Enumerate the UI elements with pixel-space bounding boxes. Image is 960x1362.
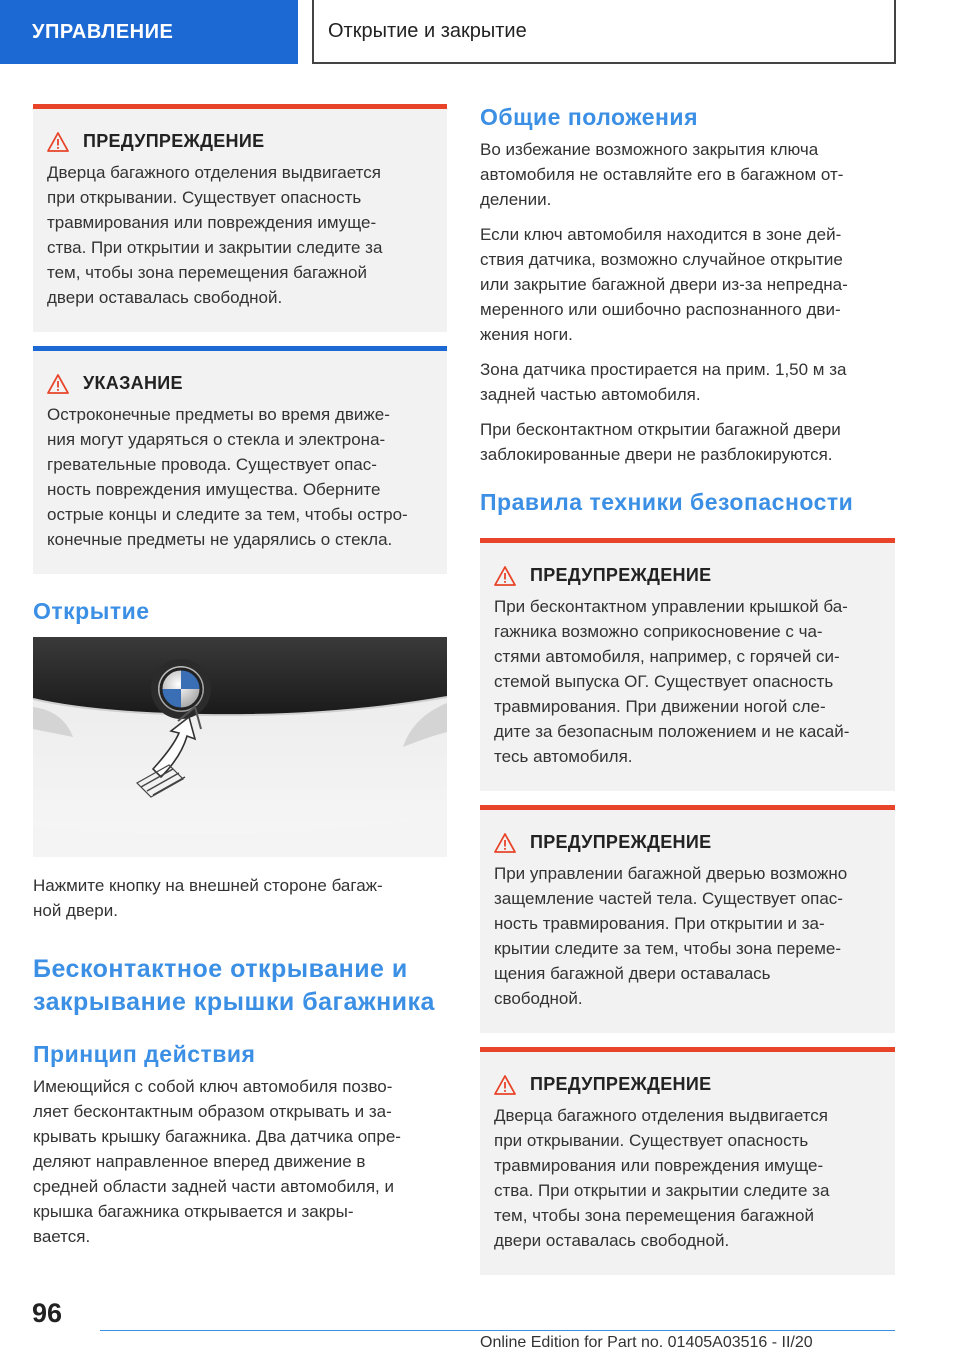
warning-text: При управлении багажной дверью возможно защемление частей тела. Существует опас- ность травмирования. При открытии и за- крытии следите за тем, чтобы зона переме- щения багажной двери оставалась свободной. [494, 864, 848, 1008]
warning-title: ПРЕДУПРЕЖДЕНИЕ [530, 832, 712, 852]
warning-title: ПРЕДУПРЕЖДЕНИЕ [83, 131, 265, 151]
warning-icon [494, 1075, 516, 1095]
warning-icon [47, 132, 69, 152]
contactless-heading: Бесконтактное открывание и закрывание крышки багажника [33, 955, 435, 1016]
right-column [480, 104, 895, 1275]
warning-text: Дверца багажного отделения выдвигается при открывании. Существует опасность травмирования или повреждения имуще- ства. При открытии и закрытии следите за тем, чтобы зона перемещения багажной двери оставалась свободной. [47, 163, 383, 307]
warning-box [480, 538, 895, 791]
warning-icon [494, 566, 516, 586]
warning-text: Дверца багажного отделения выдвигается при открывании. Существует опасность травмирования или повреждения имуще- ства. При открытии и закрытии следите за тем, чтобы зона перемещения багажной двери оставалась свободной. [494, 1106, 830, 1250]
page-number: 96 [32, 1298, 63, 1328]
warning-title: ПРЕДУПРЕЖДЕНИЕ [530, 565, 712, 585]
header-section-tab: УПРАВЛЕНИЕ [0, 0, 298, 64]
photo-caption: Нажмите кнопку на внешней стороне багаж- ной двери. [33, 876, 383, 920]
safety-heading: Правила техники безопасности [480, 489, 854, 515]
notice-title: УКАЗАНИЕ [83, 373, 183, 393]
general-paragraph-2: Если ключ автомобиля находится в зоне дей- ствия датчика, возможно случайное открытие или закрытие багажной двери из-за непредна- меренного или ошибочно распознанного дви- жения ноги. [480, 225, 848, 344]
left-column [33, 104, 447, 1259]
warning-box [480, 805, 895, 1033]
general-paragraph-4: При бесконтактном открытии багажной двери заблокированные двери не разблокируются. [480, 420, 841, 464]
general-paragraph-3: Зона датчика простирается на прим. 1,50 м за задней частью автомобиля. [480, 360, 847, 404]
notice-icon [47, 374, 69, 394]
header-title: Открытие и закрытие [312, 0, 896, 64]
notice-box [33, 346, 447, 574]
principle-text: Имеющийся с собой ключ автомобиля позво- ляет бесконтактным образом открывать и за- крывать крышку багажника. Два датчика опре- деляют направленное вперед движение в средней области задней части автомобиля, и крышка багажника открывается и закры- вается. [33, 1077, 401, 1246]
warning-title: ПРЕДУПРЕЖДЕНИЕ [530, 1074, 712, 1094]
warning-text: При бесконтактном управлении крышкой ба- гажника возможно соприкосновение с ча- стями автомобиля, например, с горячей си- стемой выпуска ОГ. Существует опасность травмирования. При движении ногой сле- дите за безопасным положением и не касай- тесь автомобиля. [494, 597, 850, 766]
principle-heading: Принцип действия [33, 1041, 256, 1067]
warning-box [33, 104, 447, 332]
general-heading: Общие положения [480, 104, 698, 130]
warning-box [480, 1047, 895, 1275]
footer-rule [100, 1330, 895, 1331]
notice-text: Остроконечные предметы во время движе- ния могут ударяться о стекла и электрона- гревательные провода. Существует опас- ность повреждения имущества. Оберните острые концы и следите за тем, чтобы остро- конечные предметы не ударялись о стекла. [47, 405, 408, 549]
warning-icon [494, 833, 516, 853]
footer-edition: Online Edition for Part no. 01405A03516 - II/20 [480, 1334, 813, 1351]
general-paragraph-1: Во избежание возможного закрытия ключа автомобиля не оставляйте его в багажном от- делении. [480, 140, 844, 209]
tailgate-button-photo [33, 637, 447, 857]
opening-heading: Открытие [33, 598, 150, 624]
